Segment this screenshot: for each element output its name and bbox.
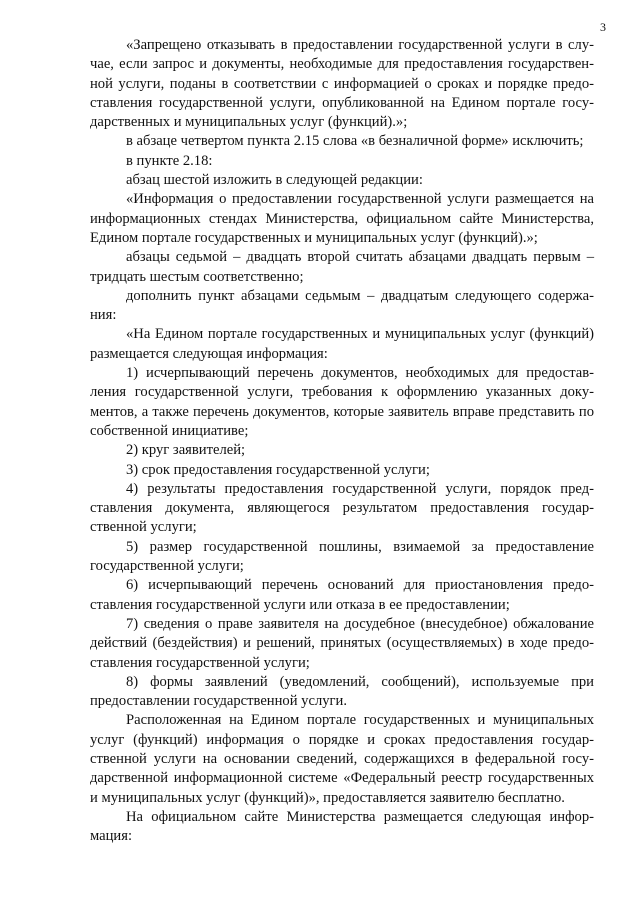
list-item-2: 2) круг заявителей; (126, 442, 246, 459)
paragraph-4: абзац шестой изложить в следующей редакции: (126, 172, 423, 189)
paragraph-7: дополнить пункт абзацами седьмым – двадцатым следующего содержания: (90, 287, 594, 324)
paragraph-1: «Запрещено отказывать в предоставлении государственной услуги в случае, если запрос и документы, необходимые для предоставления государственной услуги, поданы в соответствии с информацией о сроках и порядке предоставления государственной услуги, опубликованной на Едином портале государственных и муниципальных услуг (функций).»; (90, 37, 594, 131)
list-item-5: 5) размер государственной пошлины, взимаемой за предоставление государственной услуги; (90, 538, 594, 575)
list-item-7: 7) сведения о праве заявителя на досудебное (внесудебное) обжалование действий (бездействия) и решений, принятых (осуществляемых) в ходе предоставления государственной услуги; (90, 615, 594, 671)
document-body (90, 36, 594, 846)
list-item-4: 4) результаты предоставления государственной услуги, порядок представления документа, являющегося результатом предоставления государственной услуги; (90, 480, 594, 536)
paragraph-2: в абзаце четвертом пункта 2.15 слова «в безналичной форме» исключить; (126, 133, 584, 150)
paragraph-6: абзацы седьмой – двадцать второй считать абзацами двадцать первым – тридцать шестым соответственно; (90, 249, 594, 285)
list-item-1: 1) исчерпывающий перечень документов, необходимых для предоставления государственной услуги, требования к оформлению указанных документов, а также перечень документов, которые заявитель вправе представить по собственной инициативе; (90, 365, 594, 439)
paragraph-8: «На Едином портале государственных и муниципальных услуг (функций) размещается следующая информация: (90, 326, 594, 362)
list-item-6: 6) исчерпывающий перечень оснований для приостановления предоставления государственной услуги или отказа в ее предоставлении; (90, 577, 594, 613)
list-item-3: 3) срок предоставления государственной услуги; (126, 461, 430, 478)
paragraph-5: «Информация о предоставлении государственной услуги размещается на информационных стендах Министерства, официальном сайте Министерства, Едином портале государственных и муниципальных услуг (функций).»; (90, 191, 594, 246)
paragraph-3: в пункте 2.18: (126, 152, 213, 169)
paragraph-9: Расположенная на Едином портале государственных и муниципальных услуг (функций) информация о порядке и сроках предоставления государственной услуги на основании сведений, содержащихся в федеральной государственной информационной системе «Федеральный реестр государственных и муниципальных услуг (функций)», предоставляется заявителю бесплатно. (90, 712, 594, 806)
page-number: 3 (600, 20, 606, 34)
paragraph-10: На официальном сайте Министерства размещается следующая информация: (90, 808, 594, 845)
list-item-8: 8) формы заявлений (уведомлений, сообщений), используемые при предоставлении государственной услуги. (90, 673, 594, 710)
